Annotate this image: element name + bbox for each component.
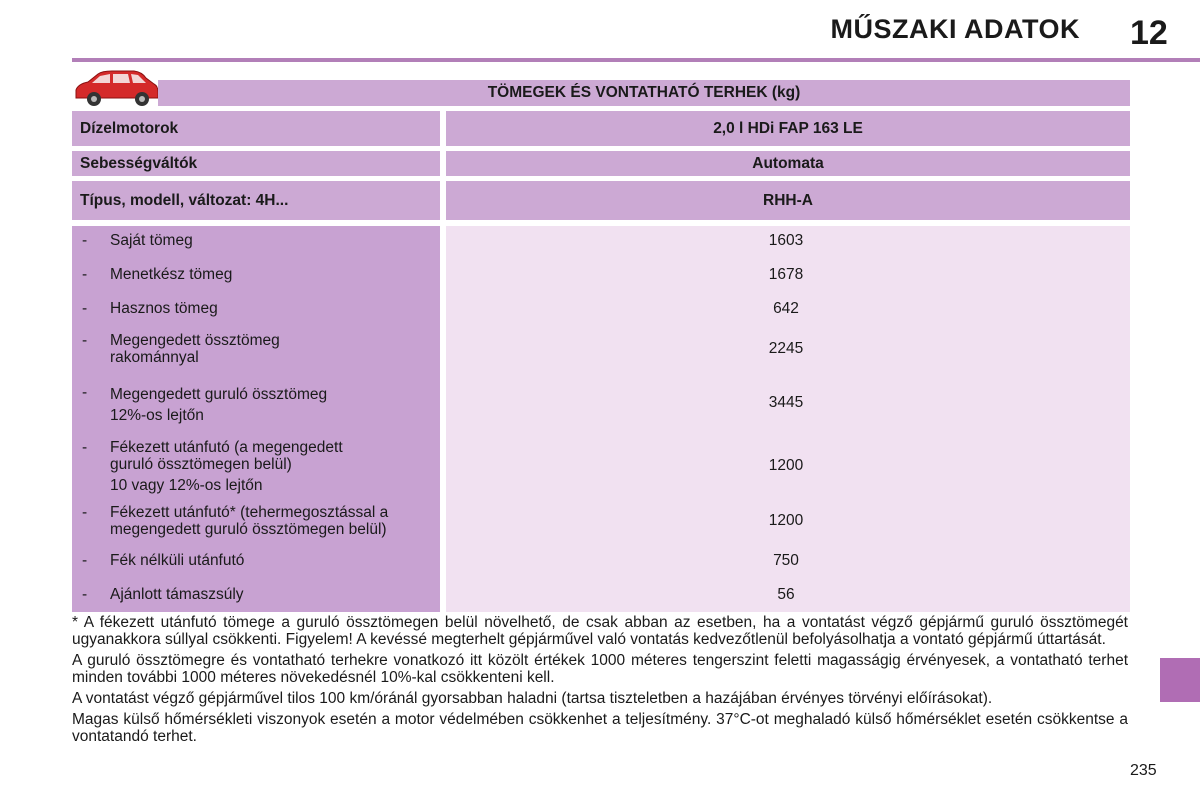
row-label: 12%-os lejtőn bbox=[110, 407, 204, 424]
type-label: Típus, modell, változat: 4H... bbox=[80, 191, 289, 209]
row-dash: - bbox=[82, 300, 88, 317]
row-value: 1678 bbox=[768, 266, 804, 283]
row-label: Saját tömeg bbox=[110, 232, 193, 249]
row-label: Fékezett utánfutó* (tehermegosztással a bbox=[110, 504, 389, 521]
type-label-cell bbox=[72, 181, 440, 220]
table-row bbox=[72, 300, 1130, 318]
table-row bbox=[72, 384, 1130, 426]
table-row bbox=[72, 586, 1130, 604]
footnote: * A fékezett utánfutó tömege a guruló össztömegen belül növelhető, de csak abban az esetben, ha a vontatást végző gépjármű guruló össztömegét ugyanakkora súllyal csökkenti. Figyelem! A kevéssé megterhelt gépjárművel való vontatás kedvezőtlenül befolyásolhatja a vontató gépjármű úttartását. bbox=[72, 614, 1128, 648]
row-dash: - bbox=[82, 439, 88, 456]
table-row bbox=[72, 552, 1130, 570]
row-dash: - bbox=[82, 552, 88, 569]
row-value: 1603 bbox=[768, 232, 804, 249]
row-label: Ajánlott támaszsúly bbox=[110, 586, 244, 603]
row-label: Hasznos tömeg bbox=[110, 300, 218, 317]
row-dash: - bbox=[82, 504, 88, 521]
engine-value: 2,0 l HDi FAP 163 LE bbox=[713, 119, 863, 137]
row-label: megengedett guruló össztömegen belül) bbox=[110, 521, 387, 538]
table-row bbox=[72, 439, 1130, 494]
row-dash: - bbox=[82, 232, 88, 249]
table-title-text: TÖMEGEK ÉS VONTATHATÓ TERHEK (kg) bbox=[487, 84, 801, 101]
row-value: 642 bbox=[773, 300, 799, 317]
gearbox-value: Automata bbox=[752, 154, 824, 172]
row-label: Megengedett össztömeg bbox=[110, 332, 280, 349]
table-title bbox=[158, 80, 1130, 106]
table-row bbox=[72, 266, 1130, 284]
row-value: 2245 bbox=[768, 340, 804, 357]
row-value: 3445 bbox=[768, 394, 804, 411]
row-label: Fék nélküli utánfutó bbox=[110, 552, 245, 569]
car-icon bbox=[72, 68, 160, 108]
row-label: guruló össztömegen belül) bbox=[110, 456, 292, 473]
gearbox-value-cell bbox=[446, 151, 1130, 176]
chapter-tab bbox=[1160, 658, 1200, 702]
table-row bbox=[72, 232, 1130, 250]
section-title: MŰSZAKI ADATOK bbox=[830, 14, 1080, 44]
type-value: RHH-A bbox=[763, 191, 813, 209]
row-label: Megengedett guruló össztömeg bbox=[110, 386, 328, 403]
table-row bbox=[72, 504, 1130, 538]
engine-value-cell bbox=[446, 111, 1130, 146]
gearbox-label: Sebességváltók bbox=[80, 154, 198, 172]
table-row bbox=[72, 332, 1130, 366]
type-value-cell bbox=[446, 181, 1130, 220]
footnote: Magas külső hőmérsékleti viszonyok esetén a motor védelmében csökkenhet a teljesítmény. 37°C-ot meghaladó külső hőmérséklet esetén csökkentse a vontatandó terhet. bbox=[72, 711, 1128, 745]
footnote: A guruló össztömegre és vontatható terhekre vonatkozó itt közölt értékek 1000 méteres tengerszint feletti magasságig érvényesek, a vontatható terhet minden további 1000 méteres növekedésnél 10%-kal csökkenteni kell. bbox=[72, 652, 1128, 686]
row-dash: - bbox=[82, 586, 88, 603]
row-dash: - bbox=[82, 266, 88, 283]
engine-label: Dízelmotorok bbox=[80, 119, 179, 137]
row-label: Menetkész tömeg bbox=[110, 266, 233, 283]
row-value: 1200 bbox=[768, 457, 804, 474]
row-value: 1200 bbox=[768, 512, 804, 529]
row-value: 56 bbox=[777, 586, 795, 603]
row-label: Fékezett utánfutó (a megengedett bbox=[110, 439, 343, 456]
row-label: 10 vagy 12%-os lejtőn bbox=[110, 477, 263, 494]
engine-label-cell bbox=[72, 111, 440, 146]
footnotes bbox=[72, 614, 1128, 749]
footnote: A vontatást végző gépjárművel tilos 100 km/óránál gyorsabban haladni (tartsa tiszteletben a hazájában érvényes törvényi előírásokat). bbox=[72, 690, 993, 707]
row-dash: - bbox=[82, 332, 88, 349]
row-dash: - bbox=[82, 384, 88, 401]
gearbox-label-cell bbox=[72, 151, 440, 176]
chapter-number: 12 bbox=[1130, 14, 1168, 52]
row-value: 750 bbox=[773, 552, 799, 569]
page-number: 235 bbox=[1130, 762, 1157, 779]
header-divider bbox=[72, 58, 1200, 62]
row-label: rakománnyal bbox=[110, 349, 199, 366]
